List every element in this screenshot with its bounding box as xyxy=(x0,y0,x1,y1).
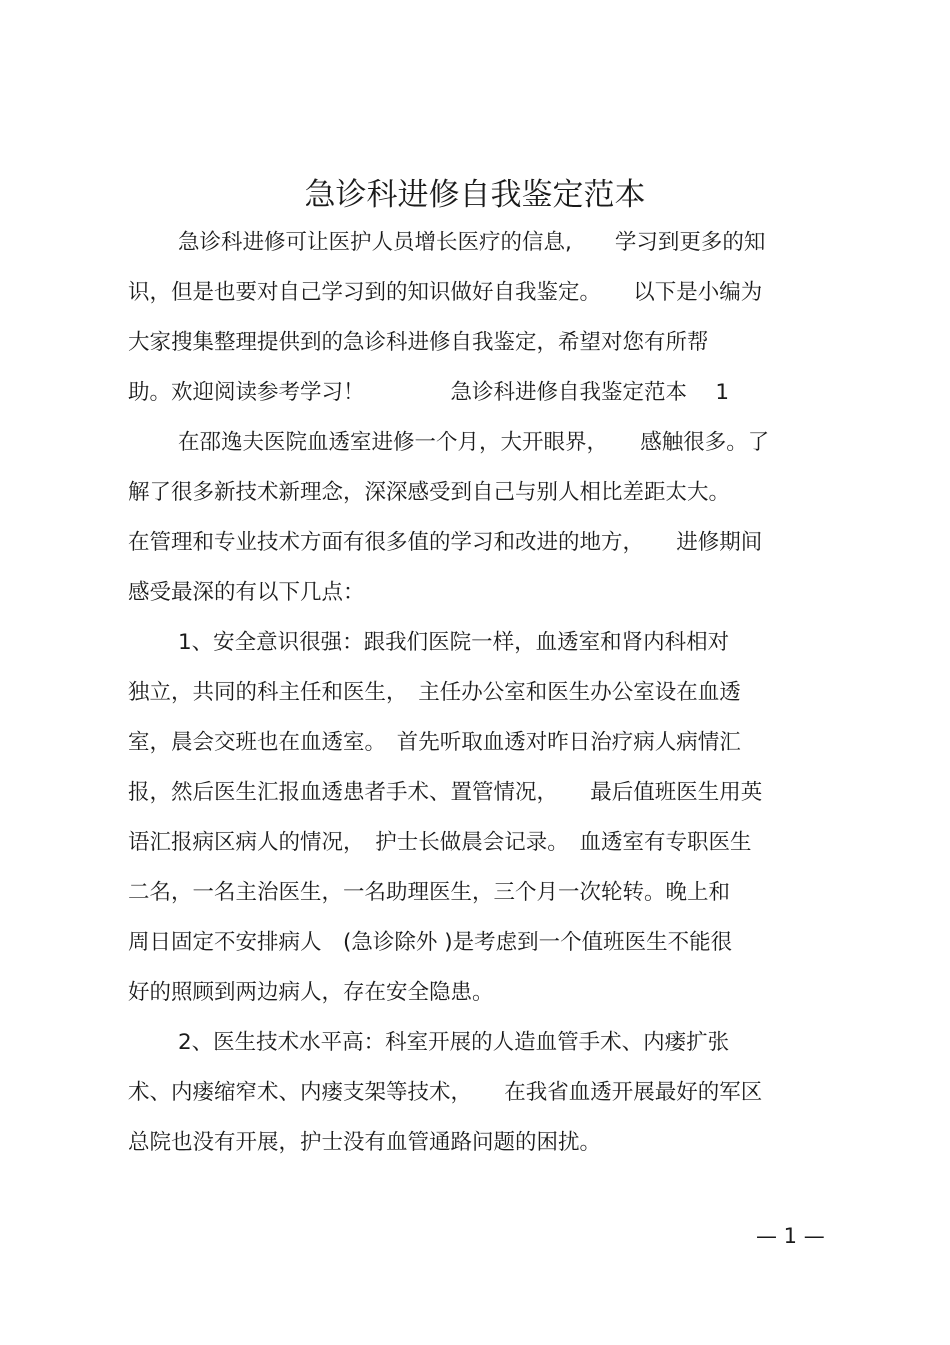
paragraph-line: 感受最深的有以下几点： xyxy=(128,580,365,605)
page-number: — 1 — xyxy=(756,1224,825,1248)
paragraph-line: 识，但是也要对自己学习到的知识做好自我鉴定。 以下是小编为 xyxy=(128,280,763,305)
paragraph-line: 术、内瘘缩窄术、内瘘支架等技术， 在我省血透开展最好的军区 xyxy=(128,1080,763,1105)
paragraph-line: 总院也没有开展，护士没有血管通路问题的困扰。 xyxy=(128,1130,602,1155)
paragraph-line: 语汇报病区病人的情况， 护士长做晨会记录。 血透室有专职医生 xyxy=(128,830,752,855)
paragraph-line: 1、安全意识很强：跟我们医院一样，血透室和肾内科相对 xyxy=(178,630,730,655)
paragraph-line: 2、医生技术水平高：科室开展的人造血管手术、内瘘扩张 xyxy=(178,1030,730,1055)
paragraph-line: 周日固定不安排病人 (急诊除外 )是考虑到一个值班医生不能很 xyxy=(128,930,733,955)
paragraph-line: 大家搜集整理提供到的急诊科进修自我鉴定，希望对您有所帮 xyxy=(128,330,709,355)
paragraph-line: 独立，共同的科主任和医生， 主任办公室和医生办公室设在血透 xyxy=(128,680,741,705)
document-title: 急诊科进修自我鉴定范本 xyxy=(304,177,646,213)
paragraph-line: 在邵逸夫医院血透室进修一个月，大开眼界， 感触很多。了 xyxy=(178,430,770,455)
paragraph-line: 助。欢迎阅读参考学习！ 急诊科进修自我鉴定范本 1 xyxy=(128,380,730,405)
paragraph-line: 好的照顾到两边病人，存在安全隐患。 xyxy=(128,980,494,1005)
paragraph-line: 室，晨会交班也在血透室。 首先听取血透对昨日治疗病人病情汇 xyxy=(128,730,741,755)
paragraph-line: 二名，一名主治医生，一名助理医生，三个月一次轮转。晚上和 xyxy=(128,880,731,905)
paragraph-line: 在管理和专业技术方面有很多值的学习和改进的地方， 进修期间 xyxy=(128,530,763,555)
paragraph-line: 解了很多新技术新理念，深深感受到自己与别人相比差距太大。 xyxy=(128,480,731,505)
paragraph-line: 报，然后医生汇报血透患者手术、置管情况， 最后值班医生用英 xyxy=(128,780,763,805)
paragraph-line: 急诊科进修可让医护人员增长医疗的信息, 学习到更多的知 xyxy=(178,230,766,255)
